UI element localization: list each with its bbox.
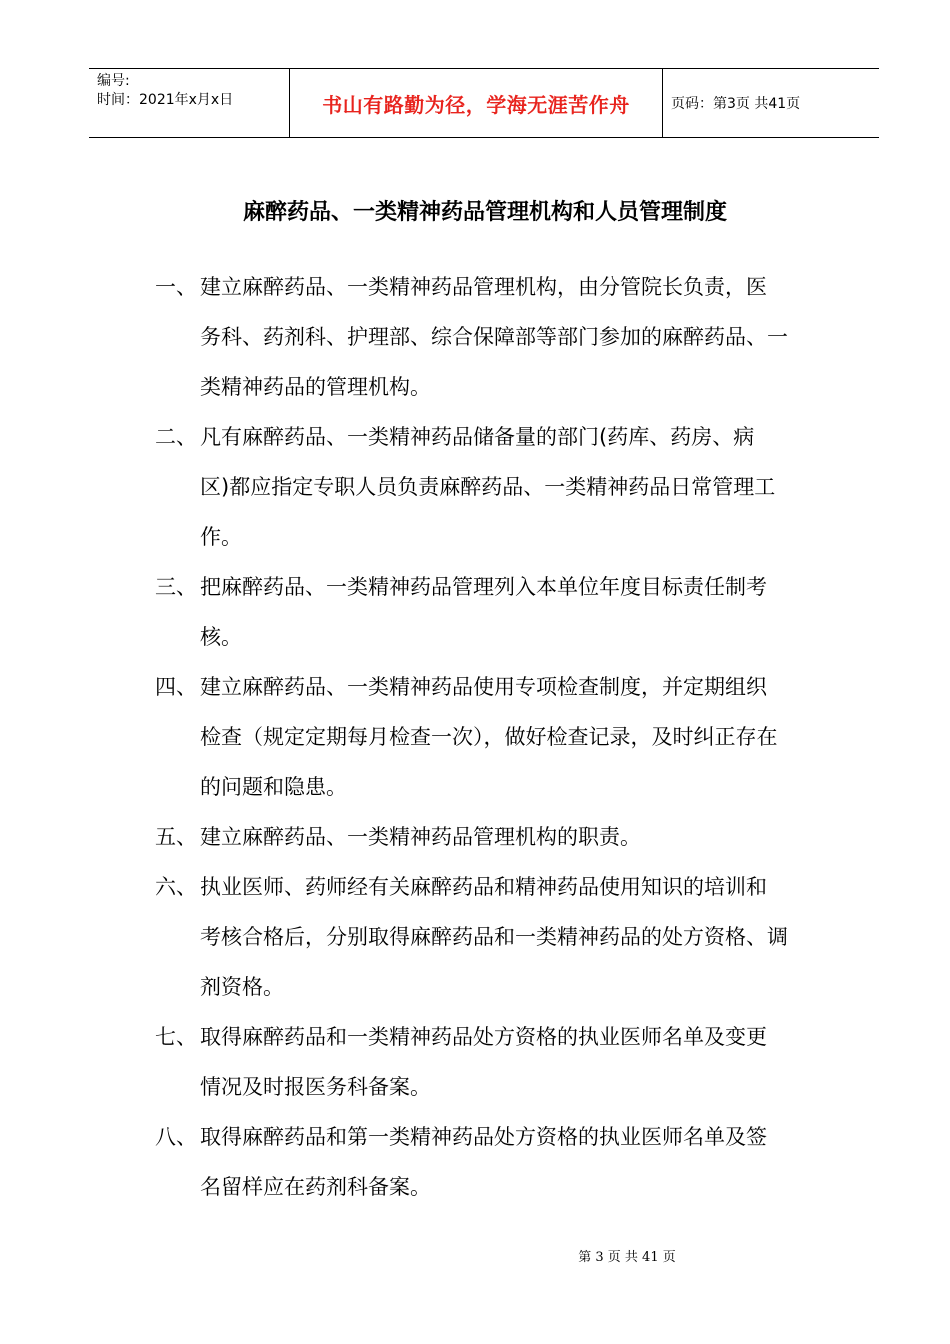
list-item	[155, 1012, 825, 1112]
header-page-cell	[663, 69, 879, 137]
time-label: 时间：2021年x月x日	[97, 92, 234, 108]
list-item	[155, 262, 825, 412]
document-header	[89, 68, 879, 138]
item-text: 建立麻醉药品、一类精神药品管理机构的职责。	[200, 825, 641, 849]
serial-number-label: 编号:	[97, 73, 130, 89]
item-number: 五、	[155, 825, 197, 849]
page-code-text: 页码：第3页 共41页	[671, 96, 801, 112]
list-item	[155, 1112, 825, 1212]
list-item	[155, 412, 825, 562]
item-number: 二、	[155, 425, 197, 449]
item-text: 建立麻醉药品、一类精神药品使用专项检查制度，并定期组织 检查（规定定期每月检查一次），做好检查记录，及时纠正存在 的问题和隐患。	[200, 675, 778, 799]
item-number: 四、	[155, 675, 197, 699]
page-footer: 第 3 页 共 41 页	[578, 1250, 676, 1265]
item-text: 把麻醉药品、一类精神药品管理列入本单位年度目标责任制考 核。	[200, 575, 767, 649]
item-text: 取得麻醉药品和一类精神药品处方资格的执业医师名单及变更 情况及时报医务科备案。	[200, 1025, 767, 1099]
list-item	[155, 562, 825, 662]
item-number: 八、	[155, 1125, 197, 1149]
item-number: 三、	[155, 575, 197, 599]
motto-text: 书山有路勤为径，学海无涯苦作舟	[322, 92, 630, 117]
item-number: 一、	[155, 275, 197, 299]
header-meta-cell	[89, 69, 290, 137]
item-text: 凡有麻醉药品、一类精神药品储备量的部门(药库、药房、病 区)都应指定专职人员负责麻醉药品、一类精神药品日常管理工 作。	[200, 425, 776, 549]
list-item	[155, 812, 825, 862]
list-item	[155, 862, 825, 1012]
regulation-list	[155, 262, 825, 1212]
item-text: 建立麻醉药品、一类精神药品管理机构，由分管院长负责，医 务科、药剂科、护理部、综合保障部等部门参加的麻醉药品、一 类精神药品的管理机构。	[200, 275, 788, 399]
page-title: 麻醉药品、一类精神药品管理机构和人员管理制度	[242, 200, 727, 225]
header-motto-cell	[290, 69, 663, 137]
item-number: 七、	[155, 1025, 197, 1049]
item-number: 六、	[155, 875, 197, 899]
list-item	[155, 662, 825, 812]
item-text: 执业医师、药师经有关麻醉药品和精神药品使用知识的培训和 考核合格后，分别取得麻醉药品和一类精神药品的处方资格、调 剂资格。	[200, 875, 788, 999]
item-text: 取得麻醉药品和第一类精神药品处方资格的执业医师名单及签 名留样应在药剂科备案。	[200, 1125, 767, 1199]
